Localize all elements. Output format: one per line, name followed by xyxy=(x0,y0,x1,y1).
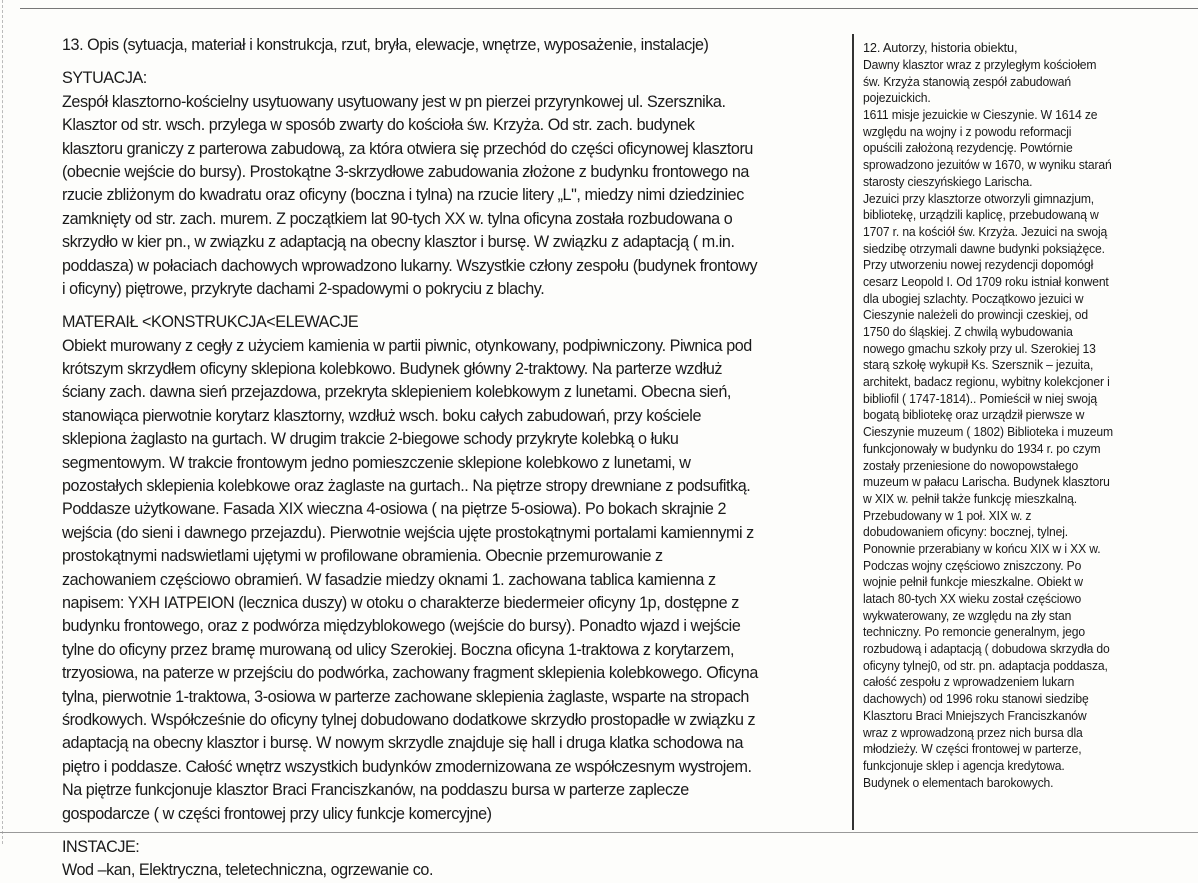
paragraph-line: budynku frontowego, oraz z podwórza międzyblokowego (wejście do bursy). Ponadto wjazd i wejście xyxy=(62,617,741,636)
history-line: Cieszynie muzeum ( 1802) Biblioteka i muzeum xyxy=(863,425,1113,440)
paragraph-line: sklepiona żaglasto na gurtach. W drugim trakcie 2-biegowe schody przykryte kolebką o łuku xyxy=(62,430,679,449)
section-gap xyxy=(62,826,852,836)
paragraph-line: adaptacją na obecny klasztor i bursę. W nowym skrzydle znajduje się hall i druga klatka schodowa na xyxy=(62,734,744,753)
history-line: Cieszynie należeli do prowincji czeskiej, od xyxy=(863,308,1089,323)
column-divider xyxy=(852,34,854,830)
history-line: Budynek o elementach barokowych. xyxy=(863,775,1054,790)
paragraph-line: segmentowym. W trakcie frontowym jedno pomieszczenie sklepione kolebkowo z lunetami, w xyxy=(62,453,691,472)
paragraph-line: stanowiąca pierwotnie korytarz klasztorny, wzdłuż wsch. boku całych zabudowań, przy kościele xyxy=(62,406,701,425)
history-line: dla ubogiej szlachty. Początkowo jezuici w xyxy=(863,291,1084,306)
history-line: Przebudowany w 1 poł. XIX w. z xyxy=(863,508,1032,523)
history-line: techniczny. Po remoncie generalnym, jego xyxy=(863,625,1085,640)
scan-edge xyxy=(2,0,3,844)
history-line: starosty cieszyńskiego Larischa. xyxy=(863,174,1033,189)
paragraph-line: ściany zach. dawna sień przejazdowa, przekryta sklepieniem kolebkowym z lunetami. Obecna sień, xyxy=(62,383,731,402)
paragraph-line: środkowych. Współcześnie do oficyny tylnej dobudowano dodatkowe skrzydło prostopadłe w związku z xyxy=(62,710,756,729)
history-line: wykwaterowany, ze względu na zły stan xyxy=(863,608,1072,623)
history-line: bibliotekę, urządzili kaplicę, przebudowaną w xyxy=(863,208,1099,223)
history-line: Przy utworzeniu nowej rezydencji dopomógł xyxy=(863,258,1094,273)
history-line: sprowadzono jezuitów w 1670, w wyniku starań xyxy=(863,158,1112,173)
paragraph-line: Wod –kan, Elektryczna, teletechniczna, ogrzewanie co. xyxy=(62,861,434,880)
history-line: funkcjonowały w budynku do 1934 r. po czym xyxy=(863,441,1101,456)
paragraph-line: zachowaniem częściowo obramień. W fasadzie miedzy oknami 1. zachowana tablica kamienna z xyxy=(62,570,716,589)
section-gap xyxy=(62,301,852,311)
paragraph-line: Zespół klasztorno-kościelny usytuowany usytuowany jest w pn pierzei przyrynkowej ul. Szersznika. xyxy=(62,92,726,111)
history-line: Jezuici przy klasztorze otworzyli gimnazjum, xyxy=(863,191,1095,206)
history-line: zostały przeniesione do nowopowstałego xyxy=(863,458,1079,473)
history-line: Dawny klasztor wraz z przyległym kościołem xyxy=(863,58,1097,72)
section-heading: SYTUACJA: xyxy=(62,69,147,88)
paragraph-line: klasztoru graniczy z parterowa zabudową, za która otwiera się przechód do części oficynowej klasztoru xyxy=(62,139,753,158)
paragraph-line: Poddasze użytkowane. Fasada XIX wieczna 4-osiowa ( na piętrze 5-osiowa). Po bokach skrajnie 2 xyxy=(62,500,727,519)
history-line: wojnie pełnił funkcje mieszkalne. Obiekt w xyxy=(863,575,1083,590)
history-line: Ponownie przerabiany w końcu XIX w i XX w. xyxy=(863,541,1101,556)
paragraph-line: pozostałych sklepienia kolebkowe oraz żaglaste na gurtach.. Na piętrze stropy drewniane z podsufitką. xyxy=(62,477,751,496)
paragraph-line: (obecnie wejście do bursy). Prostokątne 3-skrzydłowe zabudowania złożone z budynku frontowego na xyxy=(62,162,749,181)
history-line: św. Krzyża stanowią zespół zabudowań xyxy=(863,74,1071,89)
history-line: bibliofil ( 1747-1814).. Pomieścił w niej swoją xyxy=(863,391,1098,406)
history-line: względu na wojny i z powodu reformacji xyxy=(863,124,1072,139)
section-heading: INSTACJE: xyxy=(62,837,140,856)
history-line: nowego gmachu szkoły przy ul. Szerokiej 13 xyxy=(863,341,1096,356)
history-line: oficyny tylnej0, od str. pn. adaptacja poddasza, xyxy=(863,658,1108,673)
history-line: Podczas wojny częściowo zniszczony. Po xyxy=(863,558,1082,573)
paragraph-line: trzyosiowa, na paterze w przejściu do podwórka, zachowany fragment sklepienia kolebkowego. Oficyna xyxy=(62,664,758,683)
paragraph-line: skrzydło w kier pn., w związku z adaptacją na obecny klasztor i bursę. W związku z adaptacją ( m.in. xyxy=(62,233,735,252)
paragraph-line: piętro i poddasze. Całość wnętrz wszystkich budynków zmodernizowana ze współczesnym wystrojem. xyxy=(62,757,752,776)
paragraph-line: rzucie zbliżonym do kwadratu oraz oficyny (boczna i tylna) na rzucie litery „L", miedzy nimi dziedziniec xyxy=(62,186,744,205)
history-line: architekt, badacz regionu, wybitny kolekcjoner i xyxy=(863,375,1110,390)
section-13-title: 13. Opis (sytuacja, materiał i konstrukcja, rzut, bryła, elewacje, wnętrze, wyposażenie, instalacje) xyxy=(62,36,709,54)
history-column xyxy=(863,40,1193,791)
history-line: całość zespołu z wprowadzeniem lukarn xyxy=(863,675,1075,690)
paragraph-line: tylna, pierwotnie 1-traktowa, 3-osiowa w parterze zachowane sklepienia żaglaste, wsparte na stropach xyxy=(62,687,749,706)
paragraph-line: prostokątnymi nadswietlami ujętymi w profilowane obramienia. Obecnie przemurowanie z xyxy=(62,547,663,566)
history-line: muzeum w pałacu Larischa. Budynek klasztoru xyxy=(863,475,1110,490)
history-line: w XIX w. pełnił także funkcję mieszkalną. xyxy=(863,491,1077,506)
section-12-title: 12. Autorzy, historia obiektu, xyxy=(863,40,1018,55)
history-line: dachowych) od 1996 roku stanowi siedzibę xyxy=(863,692,1089,707)
history-line: 1707 r. na kościół św. Krzyża. Jezuici na swoją xyxy=(863,224,1108,239)
paragraph-line: i oficyny) piętrowe, przykryte dachami 2-spadowymi o pokryciu z blachy. xyxy=(62,279,545,298)
history-line: latach 80-tych XX wieku został częściowo xyxy=(863,592,1082,606)
history-line: bogatą bibliotekę oraz urządził pierwsze w xyxy=(863,408,1085,423)
description-column xyxy=(62,34,852,883)
history-line: funkcjonuje sklep i agencja kredytowa. xyxy=(863,758,1065,773)
top-rule xyxy=(20,8,1198,9)
paragraph-line: wejścia (do sieni i dawnego przejazdu). Pierwotnie wejścia ujęte prostokątnymi portalami kamiennymi z xyxy=(62,523,754,542)
history-line: starą szkołę wykupił Ks. Szersznik – jezuita, xyxy=(863,358,1094,373)
history-line: pojezuickich. xyxy=(863,91,931,106)
history-line: 1611 misje jezuickie w Cieszynie. W 1614 ze xyxy=(863,108,1098,123)
history-line: opuścili założoną rezydencję. Powtórnie xyxy=(863,141,1073,156)
section-heading: MATERAIŁ <KONSTRUKCJA<ELEWACJE xyxy=(62,313,359,332)
history-line: cesarz Leopold I. Od 1709 roku istniał konwent xyxy=(863,274,1109,289)
paragraph-line: napisem: YXH IATPEION (lecznica duszy) w otoku o charakterze biedermeier oficyny 1p, dostępne z xyxy=(62,593,739,612)
paragraph-line: zamknięty od str. zach. murem. Z początkiem lat 90-tych XX w. tylna oficyna została rozbudowana o xyxy=(62,209,733,228)
history-line: rozbudową i adaptacją ( dobudowa skrzydła do xyxy=(863,642,1110,657)
history-line: młodzieży. W części frontowej w parterze, xyxy=(863,742,1082,757)
paragraph-line: krótszym skrzydłem oficyny sklepiona kolebkowo. Budynek główny 2-traktowy. Na parterze wzdłuż xyxy=(62,360,723,379)
paragraph-line: Klasztor od str. wsch. przylega w sposób zwarty do kościoła św. Krzyża. Od str. zach. budynek xyxy=(62,116,695,135)
paragraph-line: poddasza) w połaciach dachowych wprowadzono lukarny. Wszystkie człony zespołu (budynek frontowy xyxy=(62,256,758,275)
paragraph-line: Na piętrze funkcjonuje klasztor Braci Franciszkanów, na poddaszu bursa w parterze zaplecze xyxy=(62,781,689,800)
history-line: siedzibę otrzymali dawne budynki poksiążęce. xyxy=(863,241,1105,256)
history-line: Klasztoru Braci Mniejszych Franciszkanów xyxy=(863,708,1087,723)
history-line: wraz z wprowadzoną przez nich bursa dla xyxy=(863,725,1083,740)
paragraph-line: tylne do oficyny przez bramę murowaną od ulicy Szerokiej. Boczna oficyna 1-traktowa z korytarzem, xyxy=(62,640,735,659)
paragraph-line: gospodarcze ( w części frontowej przy ulicy funkcje komercyjne) xyxy=(62,804,492,823)
history-line: 1750 do śląskiej. Z chwilą wybudowania xyxy=(863,325,1073,339)
paragraph-line: Obiekt murowany z cegły z użyciem kamienia w partii piwnic, otynkowany, podpiwniczony. Piwnica pod xyxy=(62,336,752,355)
history-line: dobudowaniem oficyny: bocznej, tylnej. xyxy=(863,525,1068,540)
